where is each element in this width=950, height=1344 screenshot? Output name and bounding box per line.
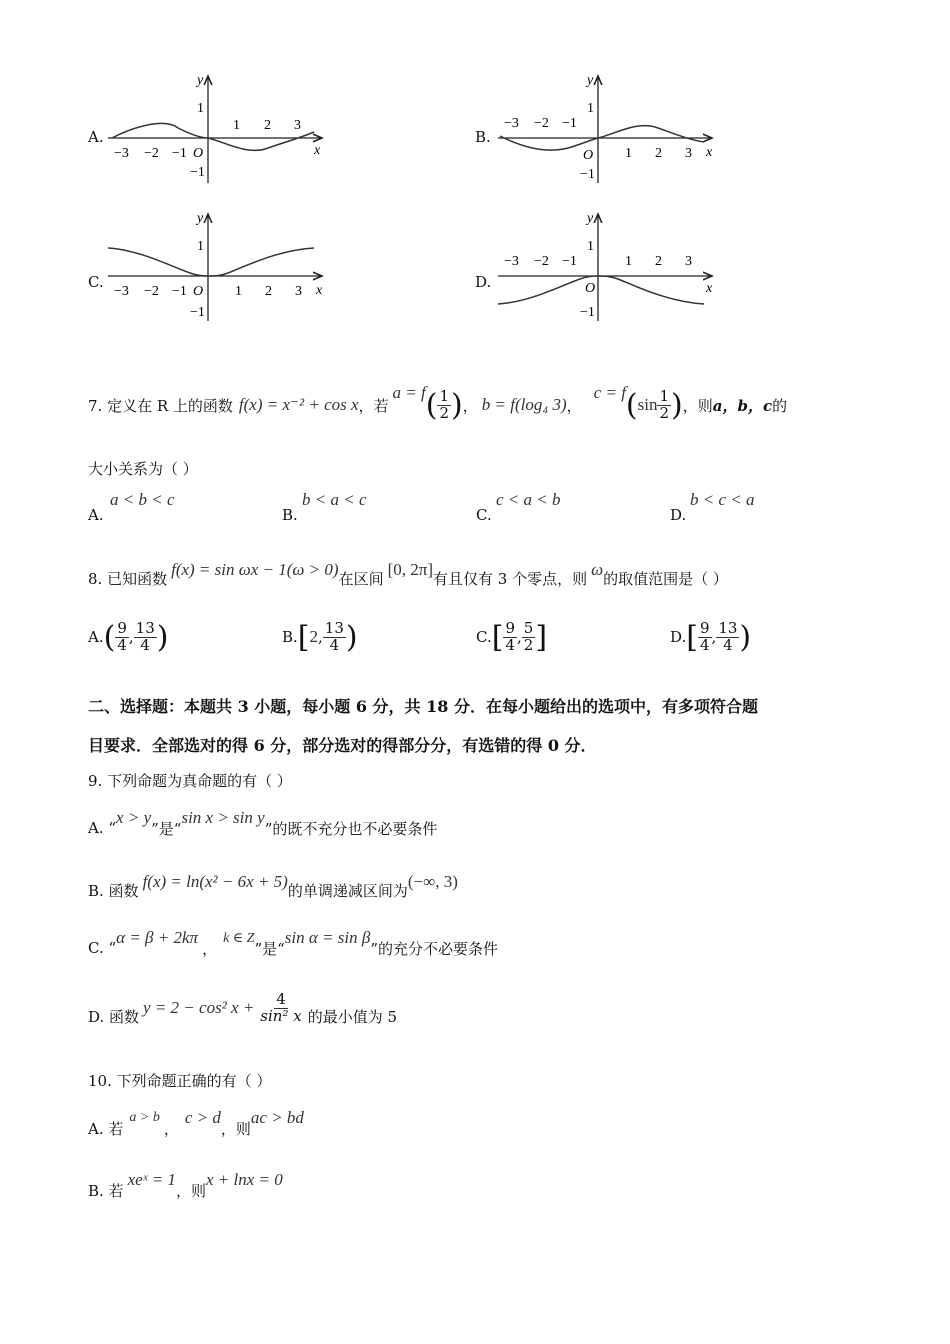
q7-func: f(x) = x⁻² + cos x — [238, 395, 359, 414]
bracket: [ — [686, 619, 698, 655]
option-expr: c > d — [184, 1108, 221, 1127]
option-text: ， — [202, 939, 218, 958]
x-axis-label: x — [706, 145, 713, 160]
origin-label: O — [193, 284, 204, 299]
option-frac: $\frac{13}{4}$ — [324, 618, 344, 654]
q7-c-frac: $\frac{1}{2}$ — [659, 386, 670, 422]
option-text: 的单调递减区间为 — [287, 881, 408, 900]
q7-prefix: 7. 定义在 R 上的函数 — [88, 396, 233, 415]
tick: 1 — [233, 118, 240, 133]
option-label: D. 函数 — [88, 1007, 140, 1026]
tick: 3 — [295, 284, 302, 299]
x-axis-label: x — [706, 281, 713, 296]
bracket: ] — [535, 619, 548, 655]
bracket: [ — [491, 619, 504, 655]
option-expr: a > b — [129, 1110, 160, 1125]
graph-d — [490, 206, 730, 326]
section2-heading-line2: 目要求．全部选对的得 6 分，部分选对的得部分分，有选错的得 0 分． — [88, 736, 597, 755]
q8-mid1: 在区间 — [338, 569, 384, 588]
q9-option-a[interactable] — [88, 800, 437, 836]
bracket: ) — [156, 619, 169, 655]
option-frac: $\frac{5}{2}$ — [523, 618, 534, 654]
q8-option-d[interactable]: D. [ $\frac{9}{4}$ , $\frac{13}{4}$ ) — [670, 618, 752, 655]
q10-option-b[interactable] — [88, 1162, 283, 1198]
q8-mid2: 有且仅有 3 个零点，则 — [432, 569, 588, 588]
option-frac: $\frac{13}{4}$ — [718, 618, 738, 654]
tick: −3 — [114, 146, 129, 161]
graph-a — [100, 68, 340, 188]
x-axis-label: x — [314, 143, 321, 158]
option-label: D. — [670, 628, 687, 646]
q8-option-b[interactable]: B. [ 2 , $\frac{13}{4}$ ) — [282, 618, 358, 655]
tick: −2 — [534, 254, 549, 269]
option-frac: $\frac{9}{4}$ — [117, 618, 127, 654]
tick: −3 — [114, 284, 129, 299]
q9-option-b[interactable] — [88, 864, 458, 900]
q8-tail: 的取值范围是（ ） — [603, 569, 728, 588]
y-axis-label: y — [587, 211, 594, 226]
curve-a — [112, 123, 314, 150]
tick: 2 — [655, 254, 662, 269]
tick: −1 — [562, 116, 577, 131]
option-expr: (−∞, 3) — [407, 872, 458, 891]
option-expr: a < b < c — [110, 490, 175, 509]
q8-option-c[interactable]: C. [ $\frac{9}{4}$ , $\frac{5}{2}$ ] — [476, 618, 548, 655]
option-expr: f(x) = ln(x² − 6x + 5) — [142, 872, 288, 891]
option-label: C. — [476, 628, 492, 646]
q8-options — [88, 612, 888, 662]
q9-option-c[interactable] — [88, 920, 498, 956]
q7-line2: 大小关系为（ ） — [88, 460, 198, 478]
bracket: ) — [345, 619, 358, 655]
tick: 1 — [625, 254, 632, 269]
graph-b — [490, 68, 730, 188]
option-label: A. 若 — [88, 1119, 124, 1138]
option-label: B. 若 — [88, 1181, 124, 1200]
q7-if: ，若 — [358, 396, 389, 415]
q9-stem: 9. 下列命题为真命题的有（ ） — [88, 772, 292, 790]
tick: −2 — [144, 146, 159, 161]
option-expr: c < a < b — [496, 490, 561, 509]
q7-stem: 7. 定义在 R 上的函数 f(x) = x⁻² + cos x ，若 a = f ( $\frac{1}{2}$ ) ， b = f(log₄ 3) ， c = f ( sin $\frac{1}{2}$ ) ，则 a，b，c 的 — [88, 383, 788, 423]
graph-b-label: B. — [475, 128, 491, 146]
q7-sep2: ， — [566, 396, 582, 415]
option-expr: b < c < a — [690, 490, 755, 509]
tick: 3 — [685, 146, 692, 161]
option-text: ”的既不充分也不必要条件 — [264, 819, 438, 838]
tick: −1 — [580, 305, 595, 320]
option-label: A. — [88, 506, 104, 524]
option-expr: y = 2 − cos² x + — [143, 998, 255, 1017]
option-text: ，则 — [175, 1181, 206, 1200]
origin-label: O — [585, 281, 596, 296]
bracket: ) — [739, 619, 752, 655]
q8-interval: [0, 2π] — [387, 560, 433, 579]
option-frac: $\frac{9}{4}$ — [505, 618, 515, 654]
option-label: C. — [476, 506, 492, 524]
option-expr: xeˣ = 1 — [127, 1170, 176, 1189]
option-label: A. “ — [88, 819, 117, 837]
option-text: ”是“ — [151, 819, 182, 838]
option-label: C. “ — [88, 939, 117, 957]
option-value: 2 — [309, 627, 319, 646]
option-frac: $\frac{13}{4}$ — [135, 618, 155, 654]
option-text: ，则 — [220, 1119, 251, 1138]
y-axis-label: y — [197, 211, 204, 226]
graph-a-label: A. — [88, 128, 104, 146]
tick: −1 — [172, 284, 187, 299]
option-label: D. — [670, 506, 687, 524]
tick: 1 — [197, 101, 204, 116]
tick: −2 — [144, 284, 159, 299]
q7-b: b = f(log₄ 3) — [481, 395, 567, 414]
option-frac: $\frac{4}{\text{sin² x}}$ — [260, 989, 302, 1025]
option-expr: x + lnx = 0 — [205, 1170, 283, 1189]
q7-vars: a，b，c — [712, 396, 773, 415]
curve-d — [498, 276, 704, 304]
origin-label: O — [193, 146, 204, 161]
q8-stem — [88, 552, 728, 588]
tick: 1 — [625, 146, 632, 161]
q8-option-a[interactable]: A. ( $\frac{9}{4}$ , $\frac{13}{4}$ ) — [88, 618, 169, 655]
option-expr: sin x > sin y — [181, 808, 265, 827]
graph-c-label: C. — [88, 273, 104, 291]
tick: 2 — [265, 284, 272, 299]
option-frac: $\frac{9}{4}$ — [699, 618, 710, 654]
tick: −3 — [504, 254, 519, 269]
option-label: B. 函数 — [88, 881, 139, 900]
q8-func: f(x) = sin ωx − 1(ω > 0) — [171, 560, 339, 579]
tick: −2 — [534, 116, 549, 131]
tick: 3 — [685, 254, 692, 269]
bracket: ( — [103, 619, 116, 655]
option-label: B. — [282, 628, 298, 646]
y-axis-label: y — [587, 73, 594, 88]
tick: 2 — [264, 118, 271, 133]
x-axis-label: x — [316, 283, 323, 298]
option-text: ”是“ — [254, 939, 285, 958]
y-axis-label: y — [197, 73, 204, 88]
q7-sep1: ， — [462, 396, 478, 415]
curve-c — [108, 248, 314, 276]
option-label: A. — [88, 628, 104, 646]
option-expr: ac > bd — [250, 1108, 304, 1127]
tick: 1 — [235, 284, 242, 299]
q7-a-frac: $\frac{1}{2}$ — [439, 386, 450, 422]
tick: −1 — [562, 254, 577, 269]
option-text: ”的充分不必要条件 — [370, 939, 499, 958]
tick: −1 — [580, 167, 595, 182]
option-label: B. — [282, 506, 298, 524]
q7-then: ，则 — [682, 396, 713, 415]
graph-c — [100, 206, 340, 326]
q7-c-lhs: c = f — [593, 383, 626, 402]
graph-d-label: D. — [475, 273, 492, 291]
tick: 2 — [655, 146, 662, 161]
option-expr: b < a < c — [302, 490, 367, 509]
q10-option-a[interactable] — [88, 1100, 304, 1136]
tick: −1 — [190, 305, 205, 320]
q7-options — [88, 492, 888, 528]
tick: 1 — [197, 239, 204, 254]
tick: 3 — [294, 118, 301, 133]
option-expr: x > y — [116, 808, 152, 827]
option-expr: α = β + 2kπ — [116, 928, 199, 947]
tick: −1 — [190, 165, 205, 180]
q7-c-sin: sin — [637, 395, 658, 414]
tick: 1 — [587, 101, 594, 116]
q8-prefix: 8. 已知函数 — [88, 569, 168, 588]
tick: 1 — [587, 239, 594, 254]
tick: −1 — [172, 146, 187, 161]
q8-omega: ω — [591, 560, 604, 579]
q7-a-lhs: a = f — [392, 383, 426, 402]
q7-tail: 的 — [772, 396, 788, 415]
option-expr: k ∈ Z — [223, 930, 255, 946]
origin-label: O — [583, 148, 594, 163]
option-text: ， — [163, 1119, 179, 1138]
q9-option-d[interactable] — [88, 982, 397, 1034]
bracket: [ — [297, 619, 310, 655]
section2-heading-line1: 二、选择题：本题共 3 小题，每小题 6 分，共 18 分．在每小题给出的选项中，有多项符合题 — [88, 697, 758, 716]
tick: −3 — [504, 116, 519, 131]
option-text: 的最小值为 5 — [307, 1007, 398, 1026]
q10-stem: 10. 下列命题正确的有（ ） — [88, 1072, 272, 1090]
option-expr: sin α = sin β — [284, 928, 371, 947]
